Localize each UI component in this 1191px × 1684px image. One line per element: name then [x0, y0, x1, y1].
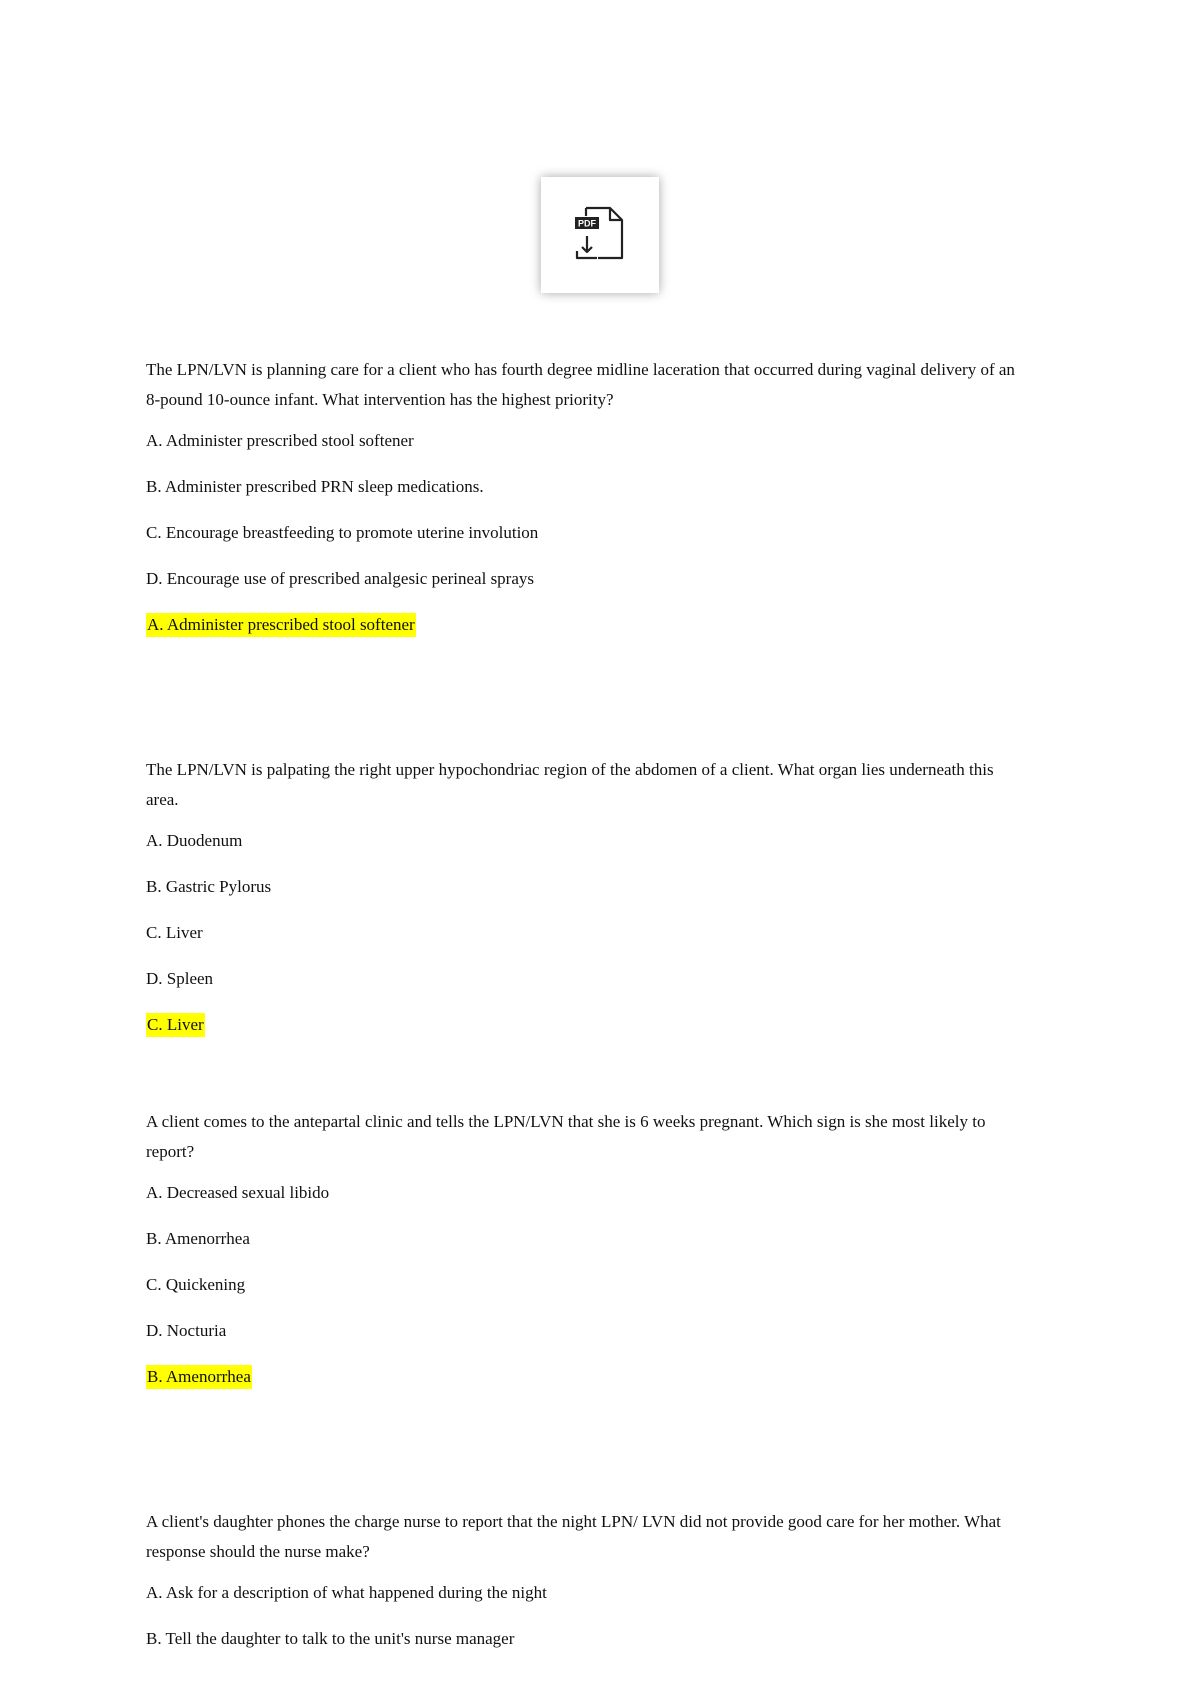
- answer-highlight: B. Amenorrhea: [146, 1365, 252, 1389]
- option-a: A. Duodenum: [146, 831, 243, 850]
- pdf-download-button[interactable]: [541, 177, 659, 293]
- question-text: The LPN/LVN is palpating the right upper hypochondriac region of the abdomen of a client. What organ lies underneath this area.: [146, 760, 994, 809]
- option-d: D. Encourage use of prescribed analgesic perineal sprays: [146, 569, 535, 588]
- question-text: A client's daughter phones the charge nurse to report that the night LPN/ LVN did not provide good care for her mother. What response should the nurse make?: [146, 1512, 1001, 1561]
- question-block: [146, 355, 1026, 637]
- option-c: C. Quickening: [146, 1275, 246, 1294]
- option-d: D. Nocturia: [146, 1321, 227, 1340]
- answer-highlight: C. Liver: [146, 1013, 205, 1037]
- option-c: C. Liver: [146, 923, 203, 942]
- option-a: A. Administer prescribed stool softener: [146, 431, 414, 450]
- option-d: D. Spleen: [146, 969, 214, 988]
- option-b: B. Administer prescribed PRN sleep medications.: [146, 477, 484, 496]
- option-a: A. Ask for a description of what happened during the night: [146, 1583, 547, 1602]
- option-a: A. Decreased sexual libido: [146, 1183, 330, 1202]
- question-text: A client comes to the antepartal clinic and tells the LPN/LVN that she is 6 weeks pregnant. Which sign is she most likely to report?: [146, 1112, 986, 1161]
- option-b: B. Gastric Pylorus: [146, 877, 272, 896]
- question-block: [146, 755, 1026, 1037]
- question-block: [146, 1107, 1026, 1389]
- pdf-download-icon: [570, 204, 630, 266]
- question-text: The LPN/LVN is planning care for a client who has fourth degree midline laceration that occurred during vaginal delivery of an 8-pound 10-ounce infant. What intervention has the highest priority?: [146, 360, 1015, 409]
- answer-highlight: A. Administer prescribed stool softener: [146, 613, 416, 637]
- option-b: B. Amenorrhea: [146, 1229, 250, 1248]
- question-block: [146, 1507, 1026, 1673]
- option-c: C. Encourage breastfeeding to promote uterine involution: [146, 523, 539, 542]
- option-b: B. Tell the daughter to talk to the unit's nurse manager: [146, 1629, 515, 1648]
- pdf-label: PDF: [578, 218, 596, 229]
